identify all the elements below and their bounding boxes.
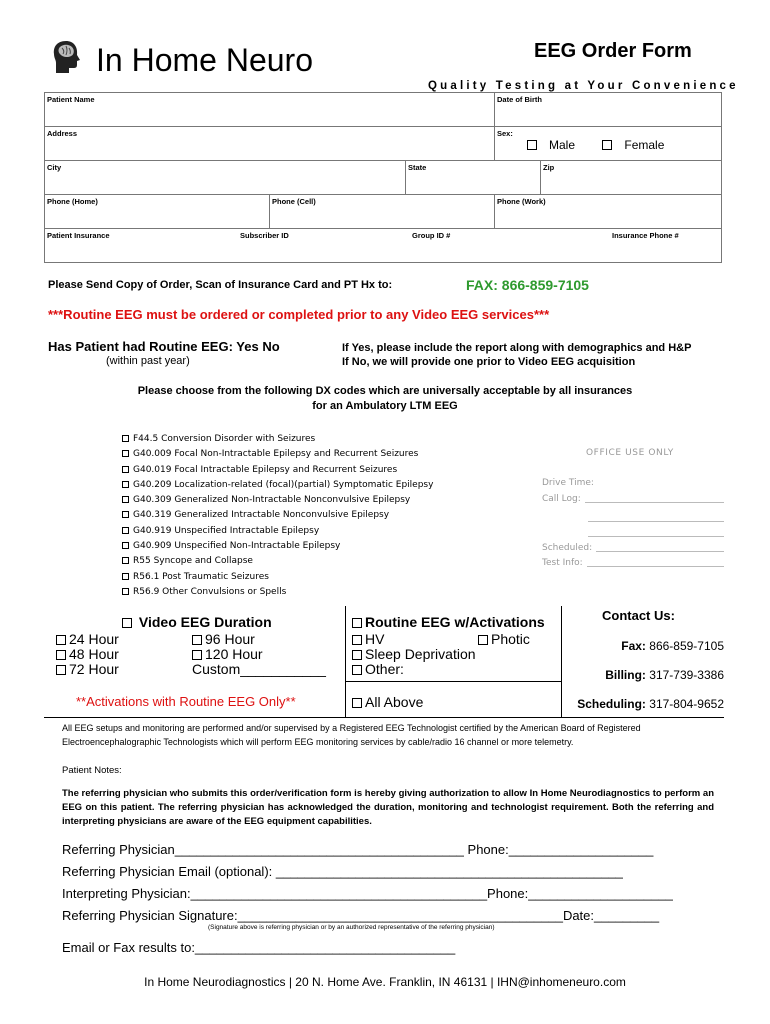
video-96-option[interactable]: 96 Hour	[192, 631, 255, 647]
routine-eeg-title[interactable]: Routine EEG w/Activations	[352, 614, 545, 630]
disclaimer-text: All EEG setups and monitoring are performed and/or supervised by a Registered EEG Technologist certified by the American Board of Registered Electroencephalographic Technologists which will perform EEG monitoring services by cable/radio 16 channel or more telemetry.	[62, 723, 641, 747]
phone-home-field[interactable]	[45, 195, 270, 228]
group-label: Group ID #	[412, 231, 451, 240]
checkbox-icon	[352, 698, 362, 708]
brand-name: In Home Neuro	[96, 42, 313, 78]
dx-label: G40.009 Focal Non-Intractable Epilepsy and Recurrent Seizures	[133, 449, 419, 460]
brain-head-icon	[52, 40, 84, 74]
checkbox-icon	[56, 650, 66, 660]
checkbox-icon	[122, 542, 129, 549]
address-label: Address	[47, 129, 78, 138]
city-field[interactable]	[45, 161, 406, 194]
video-eeg-column	[44, 606, 346, 718]
email-fax-results-line[interactable]: Email or Fax results to:____________________________________	[62, 940, 456, 955]
patient-info-grid	[44, 92, 722, 263]
dx-label: F44.5 Conversion Disorder with Seizures	[133, 434, 316, 444]
office-use-block	[542, 446, 724, 571]
ins-phone-field[interactable]	[610, 229, 721, 262]
dx-label: R56.9 Other Convulsions or Spells	[133, 586, 287, 597]
sex-male-option[interactable]	[527, 138, 587, 152]
if-no-text: If No, we will provide one prior to Video EEG acquisition	[342, 356, 636, 368]
call-log-line[interactable]	[542, 492, 724, 507]
city-label: City	[47, 163, 62, 172]
checkbox-icon	[352, 665, 362, 675]
activations-note: **Activations with Routine EEG Only**	[76, 694, 296, 709]
address-field[interactable]	[45, 127, 495, 160]
checkbox-icon	[122, 557, 129, 564]
video-24-option[interactable]: 24 Hour	[56, 631, 119, 647]
checkbox-icon	[122, 618, 132, 628]
referring-email-line[interactable]: Referring Physician Email (optional): ________________________________________________	[62, 864, 623, 879]
fax-number: FAX: 866-859-7105	[466, 277, 589, 293]
dx-option[interactable]	[122, 539, 433, 554]
patient-name-label: Patient Name	[47, 95, 95, 104]
within-past-year: (within past year)	[106, 355, 190, 367]
patient-notes-label[interactable]: Patient Notes:	[62, 765, 122, 776]
state-label: State	[408, 163, 427, 172]
contact-column	[562, 606, 724, 718]
dx-instructions	[0, 384, 770, 414]
video-120-option[interactable]: 120 Hour	[192, 646, 263, 662]
contact-fax: Fax: 866-859-7105	[621, 639, 724, 653]
dx-label: R56.1 Post Traumatic Seizures	[133, 571, 269, 582]
video-custom-option[interactable]: Custom___________	[192, 661, 326, 677]
insurance-field[interactable]	[45, 229, 238, 262]
referring-signature-line[interactable]: Referring Physician Signature:_____________________________________________Date:_________	[62, 908, 660, 923]
checkbox-icon	[527, 140, 537, 150]
dx-instructions-line1: Please choose from the following DX codes which are universally acceptable by all insurances	[137, 385, 633, 397]
if-yes-text: If Yes, please include the report along with demographics and H&P	[342, 342, 692, 354]
dx-instructions-line2: for an Ambulatory LTM EEG	[312, 400, 458, 412]
checkbox-icon	[122, 435, 129, 442]
dx-option[interactable]	[122, 524, 433, 539]
referring-physician-line[interactable]: Referring Physician________________________________________ Phone:____________________	[62, 842, 654, 857]
phone-work-label: Phone (Work)	[497, 197, 546, 206]
form-title: EEG Order Form	[534, 40, 692, 62]
call-log-label: Call Log:	[542, 493, 581, 504]
dob-label: Date of Birth	[497, 95, 542, 104]
dx-label: G40.019 Focal Intractable Epilepsy and Recurrent Seizures	[133, 464, 398, 475]
video-eeg-title: Video EEG Duration	[122, 614, 272, 630]
dx-option[interactable]	[122, 508, 433, 523]
send-copy-text: Please Send Copy of Order, Scan of Insurance Card and PT Hx to:	[48, 279, 393, 291]
routine-all-above-option[interactable]: All Above	[352, 694, 423, 710]
test-info-label: Test Info:	[542, 558, 583, 569]
scheduled-label: Scheduled:	[542, 542, 593, 553]
checkbox-icon	[122, 511, 129, 518]
office-use-header: OFFICE USE ONLY	[586, 448, 674, 458]
state-field[interactable]	[406, 161, 541, 194]
had-routine-question: Has Patient had Routine EEG: Yes No	[48, 339, 280, 354]
tagline: Quality Testing at Your Convenience	[428, 80, 739, 92]
dx-option[interactable]	[122, 554, 433, 569]
checkbox-icon	[56, 665, 66, 675]
scheduled-line[interactable]	[542, 541, 724, 556]
patient-name-field[interactable]	[45, 93, 495, 126]
routine-warning: ***Routine EEG must be ordered or completed prior to any Video EEG services***	[48, 307, 550, 322]
authorization-text: The referring physician who submits this order/verification form is hereby giving authorization to allow In Home Neurodiagnostics to perform an EEG on this patient. The referring physician has acknowledged the duration, monitoring and technologist requirement. Both the referring and interpreting physicians are aware of the EEG equipment capabilities.	[62, 788, 714, 827]
dx-option[interactable]	[122, 570, 433, 585]
dx-option[interactable]	[122, 493, 433, 508]
interpreting-physician-line[interactable]: Interpreting Physician:_________________________________________Phone:____________________	[62, 886, 673, 901]
routine-hv-option[interactable]: HV	[352, 631, 384, 647]
checkbox-icon	[122, 573, 129, 580]
drive-time-line[interactable]	[542, 476, 724, 491]
routine-eeg-column	[346, 606, 562, 718]
video-48-option[interactable]: 48 Hour	[56, 646, 119, 662]
signature-note: (Signature above is referring physician or by an authorized representative of the referring physician)	[208, 924, 495, 931]
yes-no-instructions	[342, 341, 691, 369]
checkbox-icon	[122, 450, 129, 457]
checkbox-icon	[122, 481, 129, 488]
zip-label: Zip	[543, 163, 555, 172]
routine-other-option[interactable]: Other:	[352, 661, 404, 677]
dx-option[interactable]	[122, 447, 433, 462]
checkbox-icon	[122, 496, 129, 503]
subscriber-field[interactable]	[238, 229, 410, 262]
call-log-blank[interactable]	[588, 526, 724, 537]
checkbox-icon	[352, 618, 362, 628]
dx-label: G40.209 Localization-related (focal)(partial) Symptomatic Epilepsy	[133, 479, 434, 490]
dx-label: R55 Syncope and Collapse	[133, 556, 253, 567]
checkbox-icon	[192, 650, 202, 660]
dx-option[interactable]	[122, 478, 433, 493]
male-label: Male	[549, 138, 576, 152]
sex-female-option[interactable]	[602, 138, 676, 152]
routine-photic-option[interactable]: Photic	[478, 631, 530, 647]
footer: In Home Neurodiagnostics | 20 N. Home Ave. Franklin, IN 46131 | IHN@inhomeneuro.com	[144, 975, 626, 989]
checkbox-icon	[192, 635, 202, 645]
zip-field[interactable]	[541, 161, 721, 194]
group-field[interactable]	[410, 229, 610, 262]
call-log-blank[interactable]	[588, 511, 724, 522]
routine-sleep-option[interactable]: Sleep Deprivation	[352, 646, 476, 662]
contact-billing: Billing: 317-739-3386	[605, 668, 724, 682]
insurance-label: Patient Insurance	[47, 231, 110, 240]
ins-phone-label: Insurance Phone #	[612, 231, 679, 240]
sex-field	[495, 127, 721, 160]
eeg-options-table	[44, 606, 724, 718]
subscriber-label: Subscriber ID	[240, 231, 289, 240]
checkbox-icon	[122, 466, 129, 473]
dx-code-list	[122, 432, 433, 600]
drive-time-label: Drive Time:	[542, 478, 594, 489]
dx-label: G40.309 Generalized Non-Intractable Nonconvulsive Epilepsy	[133, 495, 411, 506]
dx-option[interactable]	[122, 432, 433, 447]
contact-title: Contact Us:	[602, 608, 675, 623]
checkbox-icon	[122, 588, 129, 595]
phone-home-label: Phone (Home)	[47, 197, 98, 206]
checkbox-icon	[478, 635, 488, 645]
dob-field[interactable]	[495, 93, 721, 126]
contact-scheduling: Scheduling: 317-804-9652	[577, 697, 724, 711]
sex-label: Sex:	[497, 129, 513, 138]
dx-option[interactable]	[122, 585, 433, 600]
checkbox-icon	[56, 635, 66, 645]
checkbox-icon	[602, 140, 612, 150]
phone-cell-label: Phone (Cell)	[272, 197, 316, 206]
routine-divider	[346, 681, 562, 682]
video-72-option[interactable]: 72 Hour	[56, 661, 119, 677]
dx-label: G40.909 Unspecified Non-Intractable Epilepsy	[133, 541, 341, 552]
checkbox-icon	[352, 635, 362, 645]
checkbox-icon	[122, 527, 129, 534]
female-label: Female	[624, 138, 665, 152]
dx-option[interactable]	[122, 463, 433, 478]
test-info-line[interactable]	[542, 556, 724, 571]
phone-cell-field[interactable]	[270, 195, 495, 228]
phone-work-field[interactable]	[495, 195, 721, 228]
dx-label: G40.919 Unspecified Intractable Epilepsy	[133, 525, 320, 536]
dx-label: G40.319 Generalized Intractable Nonconvulsive Epilepsy	[133, 510, 390, 521]
checkbox-icon	[352, 650, 362, 660]
